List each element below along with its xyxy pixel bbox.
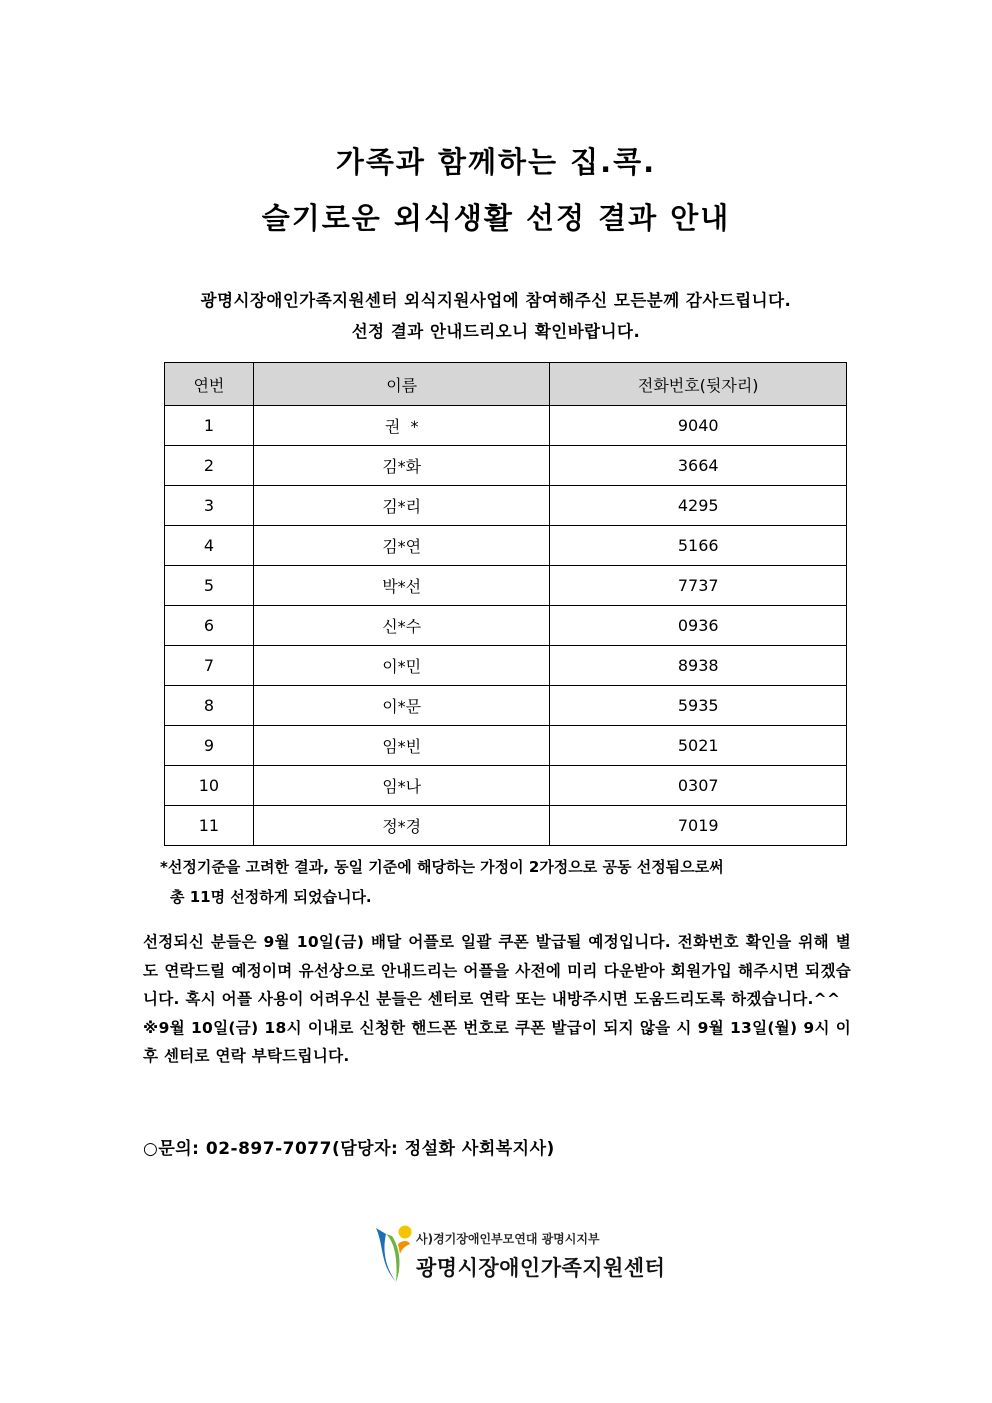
cell-phone: 0307 [550, 766, 847, 806]
table-row [165, 566, 847, 606]
cell-phone: 8938 [550, 646, 847, 686]
note-line2: 총 11명 선정하게 되었습니다. [170, 888, 372, 906]
cell-phone: 5021 [550, 726, 847, 766]
table-row [165, 446, 847, 486]
cell-number: 10 [165, 766, 254, 806]
selection-note [160, 852, 860, 912]
table-row [165, 766, 847, 806]
table-row [165, 406, 847, 446]
cell-name: 권 * [253, 406, 550, 446]
center-emblem-icon [372, 1222, 414, 1284]
cell-phone: 3664 [550, 446, 847, 486]
cell-phone: 5935 [550, 686, 847, 726]
cell-number: 1 [165, 406, 254, 446]
note-line1: *선정기준을 고려한 결과, 동일 기준에 해당하는 가정이 2가정으로 공동 선정됨으로써 [160, 858, 724, 876]
cell-number: 11 [165, 806, 254, 846]
center-logo [372, 1222, 672, 1284]
cell-number: 2 [165, 446, 254, 486]
cell-number: 7 [165, 646, 254, 686]
table-header-row [165, 363, 847, 406]
cell-name: 이*민 [253, 646, 550, 686]
cell-number: 3 [165, 486, 254, 526]
contact-info: ○문의: 02-897-7077(담당자: 정설화 사회복지사) [143, 1139, 555, 1159]
coupon-notice [143, 928, 851, 1071]
logo-subtitle: 사)경기장애인부모연대 광명시지부 [416, 1232, 600, 1246]
cell-name: 박*선 [253, 566, 550, 606]
cell-number: 6 [165, 606, 254, 646]
table-row [165, 686, 847, 726]
coupon-notice-warning: ※9월 10일(금) 18시 이내로 신청한 핸드폰 번호로 쿠폰 발급이 되지 않을 시 9월 13일(월) 9시 이후 센터로 연락 부탁드립니다. [143, 1018, 851, 1065]
header-number: 연번 [165, 363, 254, 406]
logo-center-name: 광명시장애인가족지원센터 [416, 1256, 666, 1280]
cell-phone: 5166 [550, 526, 847, 566]
cell-number: 9 [165, 726, 254, 766]
cell-name: 임*빈 [253, 726, 550, 766]
header-phone: 전화번호(뒷자리) [550, 363, 847, 406]
cell-number: 4 [165, 526, 254, 566]
intro-line2: 선정 결과 안내드리오니 확인바랍니다. [351, 322, 641, 341]
cell-name: 임*나 [253, 766, 550, 806]
cell-name: 김*화 [253, 446, 550, 486]
table-row [165, 806, 847, 846]
selection-result-table [164, 362, 847, 846]
table-row [165, 526, 847, 566]
table-row [165, 486, 847, 526]
header-name: 이름 [253, 363, 550, 406]
cell-phone: 7019 [550, 806, 847, 846]
table-row [165, 606, 847, 646]
cell-name: 정*경 [253, 806, 550, 846]
cell-name: 김*리 [253, 486, 550, 526]
page-title-line2: 슬기로운 외식생활 선정 결과 안내 [261, 201, 731, 235]
cell-number: 8 [165, 686, 254, 726]
cell-name: 김*연 [253, 526, 550, 566]
cell-number: 5 [165, 566, 254, 606]
cell-phone: 4295 [550, 486, 847, 526]
cell-name: 신*수 [253, 606, 550, 646]
intro-line1: 광명시장애인가족지원센터 외식지원사업에 참여해주신 모든분께 감사드립니다. [200, 291, 792, 310]
cell-name: 이*문 [253, 686, 550, 726]
table-row [165, 646, 847, 686]
cell-phone: 7737 [550, 566, 847, 606]
coupon-notice-paragraph: 선정되신 분들은 9월 10일(금) 배달 어플로 일괄 쿠폰 발급될 예정입니다. 전화번호 확인을 위해 별도 연락드릴 예정이며 유선상으로 안내드리는 어플을 사전에 미리 다운받아 회원가입 해주시면 되겠습니다. 혹시 어플 사용이 어려우신 분들은 센터로 연락 또는 내방주시면 도움드리도록 하겠습니다.^^ [143, 933, 851, 1008]
cell-phone: 9040 [550, 406, 847, 446]
table-row [165, 726, 847, 766]
page-title-line1: 가족과 함께하는 집.콕. [335, 145, 657, 179]
cell-phone: 0936 [550, 606, 847, 646]
